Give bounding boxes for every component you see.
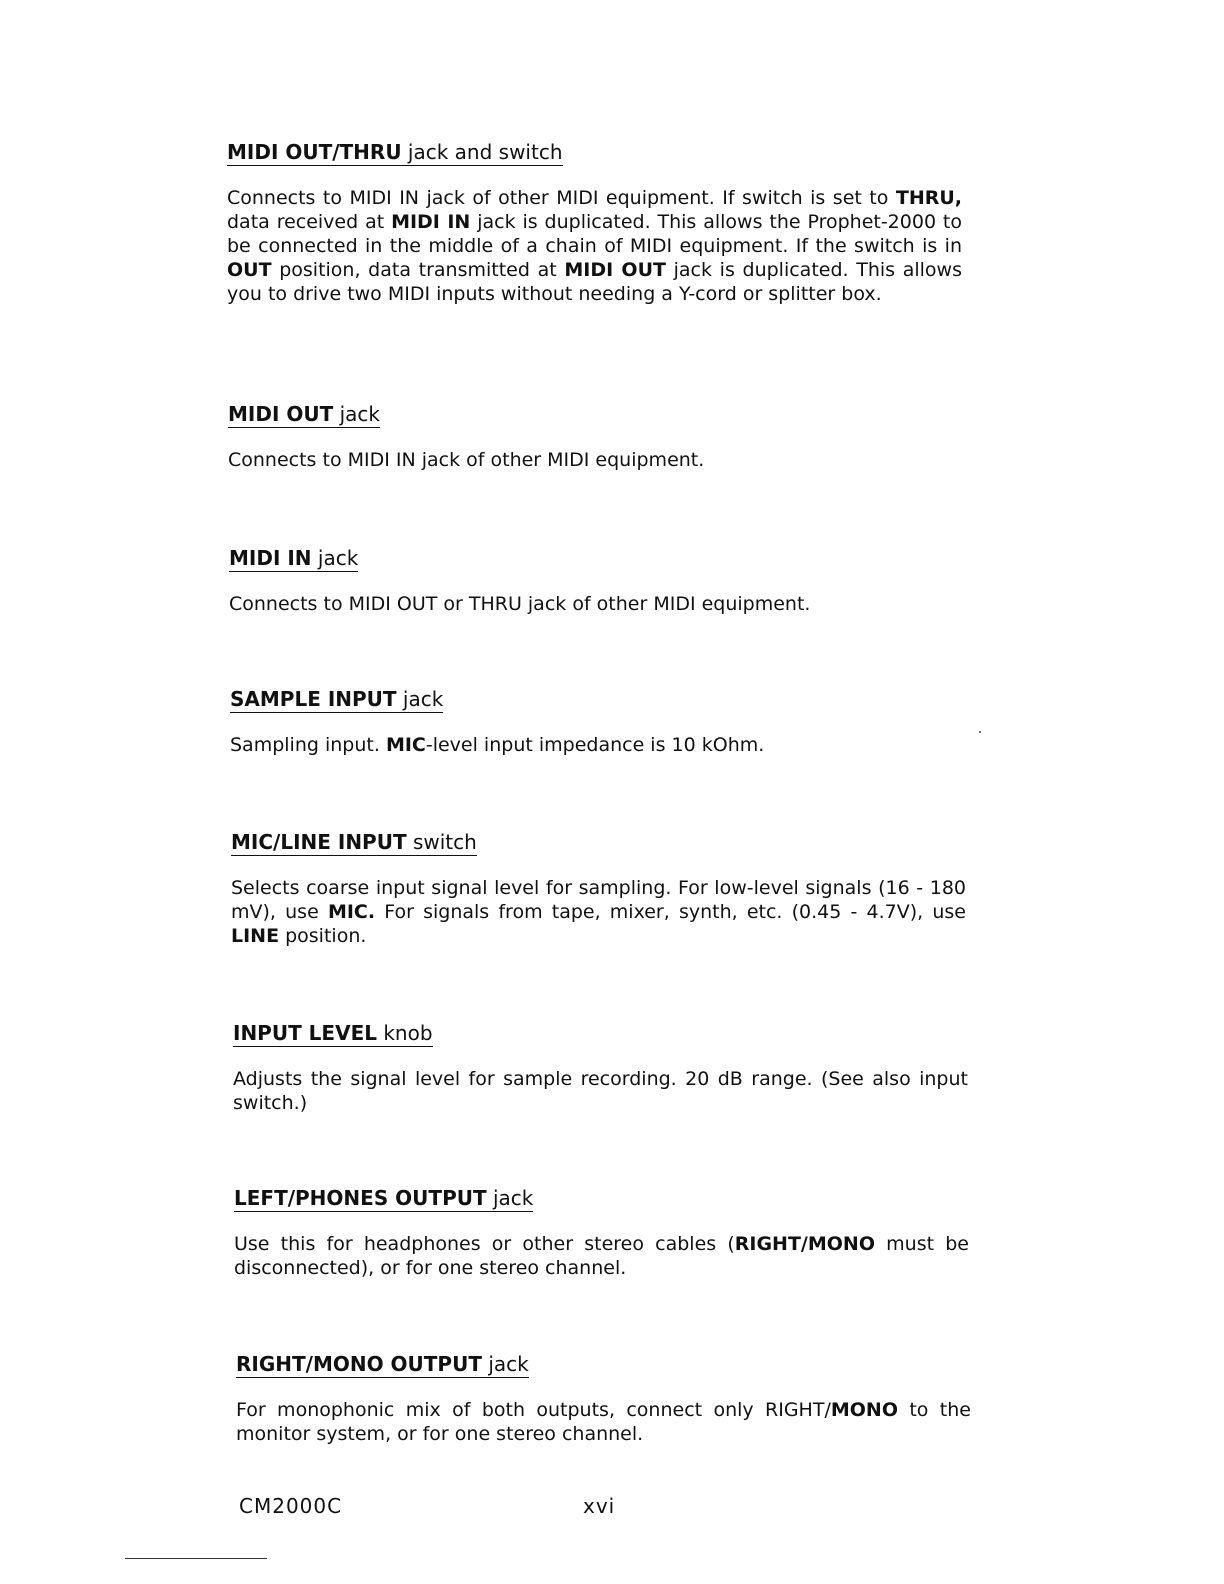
text-run: data received at [227,211,392,233]
bold-run: OUT [227,259,272,281]
section-input-level [233,1021,968,1115]
heading-bold: MIDI IN [229,546,312,570]
section-midi-out-thru [227,140,962,306]
bold-run: MIC. [327,901,376,923]
heading-rest: knob [376,1021,433,1045]
text-run: Selects coarse input signal level for sampling. For low-level signals (16 - 180 mV), use [231,877,966,923]
bold-run: RIGHT/MONO [734,1233,875,1255]
section-body [227,186,962,306]
bold-run: MONO [830,1399,898,1421]
section-body [228,448,963,472]
section-heading [236,1352,529,1378]
bold-run: LINE [231,925,280,947]
footer-page-number: xvi [583,1494,616,1518]
section-body [231,876,966,948]
text-run: -level input impedance is 10 kOhm. [425,734,765,756]
text-run: For monophonic mix of both outputs, connect only RIGHT/ [236,1399,831,1421]
bold-run: MIDI OUT [564,259,666,281]
heading-bold: LEFT/PHONES OUTPUT [234,1186,487,1210]
section-body [234,1232,969,1280]
section-heading [233,1021,433,1047]
heading-rest: jack [486,1186,534,1210]
heading-rest: jack and switch [401,140,563,164]
text-run: Connects to MIDI IN jack of other MIDI equipment. If switch is set to [227,187,896,209]
bold-run: THRU, [895,187,962,209]
section-body [230,733,965,757]
section-heading [230,687,443,713]
text-run: For signals from tape, mixer, synth, etc. (0.45 - 4.7V), use [375,901,966,923]
heading-bold: RIGHT/MONO OUTPUT [236,1352,482,1376]
heading-rest: jack [333,402,380,426]
text-run: must be disconnected), or for one stereo channel. [234,1233,969,1279]
section-right-mono-output [236,1352,971,1446]
text-run: Connects to MIDI OUT or THRU jack of other MIDI equipment. [229,593,811,615]
heading-bold: MIDI OUT/THRU [227,140,402,164]
text-run: Adjusts the signal level for sample recording. 20 dB range. (See also input switch.) [233,1068,968,1114]
section-heading [228,402,380,428]
text-run: to the monitor system, or for one stereo channel. [236,1399,971,1445]
section-body [233,1067,968,1115]
section-mic-line-input [231,830,966,948]
bold-run: MIC [385,734,426,756]
footnote-rule [125,1558,267,1559]
section-heading [229,546,358,572]
heading-bold: INPUT LEVEL [233,1021,377,1045]
text-run: Use this for headphones or other stereo cables ( [234,1233,735,1255]
scan-speck [979,731,981,733]
section-body [229,592,964,616]
section-left-phones-output [234,1186,969,1280]
text-run: jack is duplicated. This allows you to drive two MIDI inputs without needing a Y-cord or splitter box. [227,259,962,305]
section-body [236,1398,971,1446]
heading-rest: switch [406,830,477,854]
text-run: Sampling input. [230,734,386,756]
heading-rest: jack [396,687,444,711]
bold-run: MIDI IN [391,211,471,233]
heading-bold: MIDI OUT [228,402,334,426]
section-heading [231,830,477,856]
section-heading [234,1186,533,1212]
text-run: Connects to MIDI IN jack of other MIDI equipment. [228,449,705,471]
heading-rest: jack [481,1352,529,1376]
section-midi-in [229,546,964,616]
text-run: position. [279,925,367,947]
section-sample-input [230,687,965,757]
heading-bold: SAMPLE INPUT [230,687,397,711]
text-run: position, data transmitted at [271,259,565,281]
text-run: jack is duplicated. This allows the Prophet-2000 to be connected in the middle of a chain of MIDI equipment. If the switch is in [227,211,963,257]
section-midi-out [228,402,963,472]
section-heading [227,140,563,166]
heading-rest: jack [311,546,359,570]
heading-bold: MIC/LINE INPUT [231,830,407,854]
footer-doc-code: CM2000C [239,1494,343,1518]
